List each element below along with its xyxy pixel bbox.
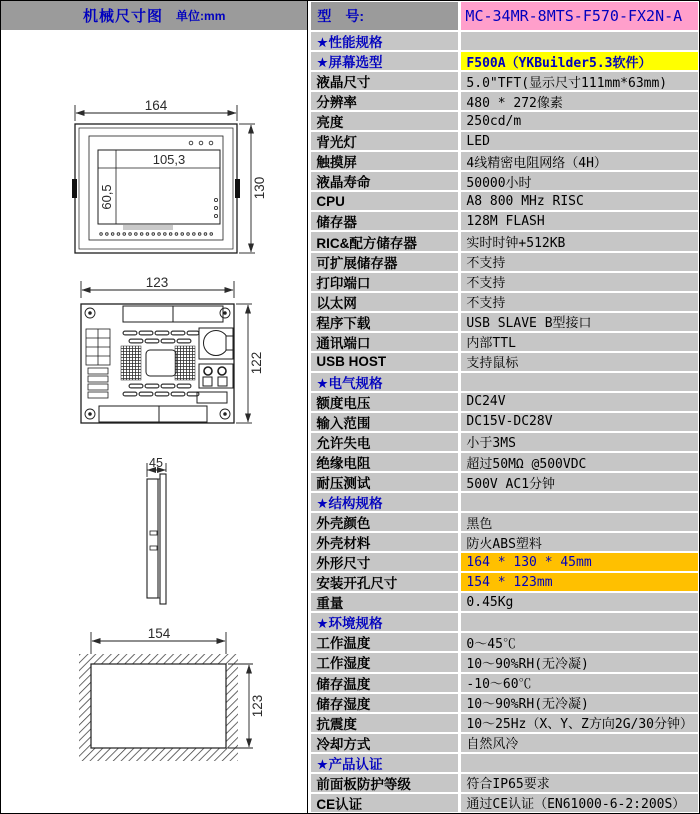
table-row: [311, 132, 698, 150]
row-label: 工作湿度: [311, 653, 458, 671]
row-value: 自然风冷: [461, 734, 698, 752]
row-value: USB SLAVE B型接口: [461, 313, 698, 331]
table-row: [311, 533, 698, 551]
row-value: 不支持: [461, 253, 698, 271]
row-value: -10～60℃: [461, 674, 698, 692]
row-label: ★环境规格: [311, 613, 458, 631]
row-label: ★结构规格: [311, 493, 458, 511]
model-label: 型 号:: [311, 2, 458, 30]
model-number: MC-34MR-8MTS-F570-FX2N-A: [461, 2, 698, 30]
row-value: 50000小时: [461, 172, 698, 190]
row-label: 前面板防护等级: [311, 774, 458, 792]
row-label: CE认证: [311, 794, 458, 812]
usb-slot: [197, 392, 227, 403]
cutout-opening: [91, 664, 226, 748]
rear-view-drawing: [69, 276, 267, 444]
row-label: 重量: [311, 593, 458, 611]
model-row: [311, 2, 698, 30]
row-label: 额度电压: [311, 393, 458, 411]
row-value: 防火ABS塑料: [461, 533, 698, 551]
row-label: 抗震度: [311, 714, 458, 732]
side-body: [147, 474, 166, 604]
row-value: 154 * 123mm: [461, 573, 698, 591]
row-label: ★性能规格: [311, 32, 458, 50]
row-label: 触摸屏: [311, 152, 458, 170]
mechanical-panel: [1, 1, 308, 813]
row-value: 500V AC1分钟: [461, 473, 698, 491]
table-row: [311, 413, 698, 431]
table-row: [311, 333, 698, 351]
cutout-drawing: [59, 628, 264, 778]
row-value: 符合IP65要求: [461, 774, 698, 792]
table-row: [311, 212, 698, 230]
row-value: 10～25Hz（X、Y、Z方向2G/30分钟）: [461, 714, 698, 732]
table-row: [311, 774, 698, 792]
row-label: 绝缘电阻: [311, 453, 458, 471]
unit-label: 单位:mm: [176, 9, 226, 23]
table-row: [311, 192, 698, 210]
table-row: [311, 32, 698, 50]
row-value: 不支持: [461, 273, 698, 291]
cutout-width-label: 154: [147, 626, 171, 641]
row-label: 安装开孔尺寸: [311, 573, 458, 591]
row-value: 5.0"TFT(显示尺寸111mm*63mm): [461, 72, 698, 90]
table-row: [311, 493, 698, 511]
side-clips: [72, 179, 240, 198]
row-value: 10～90%RH(无冷凝): [461, 694, 698, 712]
row-value: 10～90%RH(无冷凝): [461, 653, 698, 671]
display-height-label: 60,5: [99, 184, 114, 210]
row-value: 小于3MS: [461, 433, 698, 451]
table-row: [311, 172, 698, 190]
row-label: 工作温度: [311, 633, 458, 651]
cutout-height-label: 123: [250, 694, 265, 718]
side-clip-tabs: [150, 531, 157, 550]
table-row: [311, 112, 698, 130]
row-label: 背光灯: [311, 132, 458, 150]
table-row: [311, 52, 698, 70]
display-width-label: 105,3: [152, 152, 186, 167]
row-value: F500A（YKBuilder5.3软件）: [461, 52, 698, 70]
row-value: [461, 754, 698, 772]
row-value: 128M FLASH: [461, 212, 698, 230]
row-value: 实时时钟+512KB: [461, 232, 698, 250]
row-label: 以太网: [311, 293, 458, 311]
table-row: [311, 593, 698, 611]
row-label: ★电气规格: [311, 373, 458, 391]
table-row: [311, 653, 698, 671]
table-row: [311, 393, 698, 411]
row-value: 不支持: [461, 293, 698, 311]
table-row: [311, 433, 698, 451]
row-value: [461, 613, 698, 631]
row-label: 允许失电: [311, 433, 458, 451]
row-label: 程序下载: [311, 313, 458, 331]
front-width-label: 164: [144, 98, 168, 113]
drawing-area: [1, 30, 307, 813]
rear-width-label: 123: [145, 275, 169, 290]
table-row: [311, 734, 698, 752]
spec-rows: [311, 32, 698, 812]
row-label: 液晶寿命: [311, 172, 458, 190]
row-value: 480 * 272像素: [461, 92, 698, 110]
row-label: 通讯端口: [311, 333, 458, 351]
table-row: [311, 353, 698, 371]
battery-holder: [199, 328, 233, 359]
table-row: [311, 473, 698, 491]
side-depth-label: 45: [149, 456, 163, 470]
row-value: 内部TTL: [461, 333, 698, 351]
row-value: 4线精密电阻网络（4H）: [461, 152, 698, 170]
front-view-drawing: [39, 98, 279, 273]
row-label: RIC&配方储存器: [311, 232, 458, 250]
row-value: 250cd/m: [461, 112, 698, 130]
table-row: [311, 513, 698, 531]
table-row: [311, 92, 698, 110]
row-label: 外形尺寸: [311, 553, 458, 571]
row-value: LED: [461, 132, 698, 150]
row-value: A8 800 MHz RISC: [461, 192, 698, 210]
row-value: 黑色: [461, 513, 698, 531]
row-label: 可扩展储存器: [311, 253, 458, 271]
io-connector-grid: [86, 329, 110, 398]
heatsink-right: [175, 346, 195, 380]
row-label: USB HOST: [311, 353, 458, 371]
row-label: 外壳材料: [311, 533, 458, 551]
bottom-terminal-block: [99, 406, 207, 422]
rear-height-label: 122: [249, 351, 264, 375]
table-row: [311, 72, 698, 90]
table-row: [311, 273, 698, 291]
table-row: [311, 453, 698, 471]
front-speaker-slot: [123, 225, 173, 230]
table-row: [311, 714, 698, 732]
table-row: [311, 253, 698, 271]
front-led-dots: [189, 141, 217, 217]
table-row: [311, 573, 698, 591]
table-row: [311, 373, 698, 391]
table-row: [311, 633, 698, 651]
row-value: DC15V-DC28V: [461, 413, 698, 431]
row-label: ★屏幕选型: [311, 52, 458, 70]
row-label: 液晶尺寸: [311, 72, 458, 90]
row-label: 分辨率: [311, 92, 458, 110]
table-row: [311, 613, 698, 631]
row-value: [461, 493, 698, 511]
row-label: 储存温度: [311, 674, 458, 692]
dip-switch-module: [199, 364, 233, 388]
heatsink-left: [121, 346, 141, 380]
table-row: [311, 152, 698, 170]
table-row: [311, 674, 698, 692]
side-view-drawing: [129, 458, 199, 618]
table-row: [311, 313, 698, 331]
table-row: [311, 794, 698, 812]
table-row: [311, 293, 698, 311]
row-label: 储存器: [311, 212, 458, 230]
table-row: [311, 232, 698, 250]
row-value: 支持鼠标: [461, 353, 698, 371]
mechanical-header: [1, 1, 307, 30]
row-value: 0.45Kg: [461, 593, 698, 611]
row-value: 0～45℃: [461, 633, 698, 651]
spec-table: [308, 1, 699, 813]
row-label: 冷却方式: [311, 734, 458, 752]
row-label: 输入范围: [311, 413, 458, 431]
row-value: 164 * 130 * 45mm: [461, 553, 698, 571]
row-label: 耐压测试: [311, 473, 458, 491]
front-height-label: 130: [252, 176, 267, 200]
row-value: 超过50MΩ @500VDC: [461, 453, 698, 471]
row-value: [461, 32, 698, 50]
row-label: 储存湿度: [311, 694, 458, 712]
row-label: 外壳颜色: [311, 513, 458, 531]
cpu-plate: [146, 350, 176, 376]
table-row: [311, 754, 698, 772]
row-label: 亮度: [311, 112, 458, 130]
row-value: [461, 373, 698, 391]
row-label: CPU: [311, 192, 458, 210]
top-terminal-block: [123, 306, 223, 322]
row-label: ★产品认证: [311, 754, 458, 772]
row-value: DC24V: [461, 393, 698, 411]
table-row: [311, 553, 698, 571]
mechanical-title: 机械尺寸图: [83, 8, 164, 25]
row-value: 通过CE认证（EN61000-6-2:200S）: [461, 794, 698, 812]
table-row: [311, 694, 698, 712]
row-label: 打印端口: [311, 273, 458, 291]
